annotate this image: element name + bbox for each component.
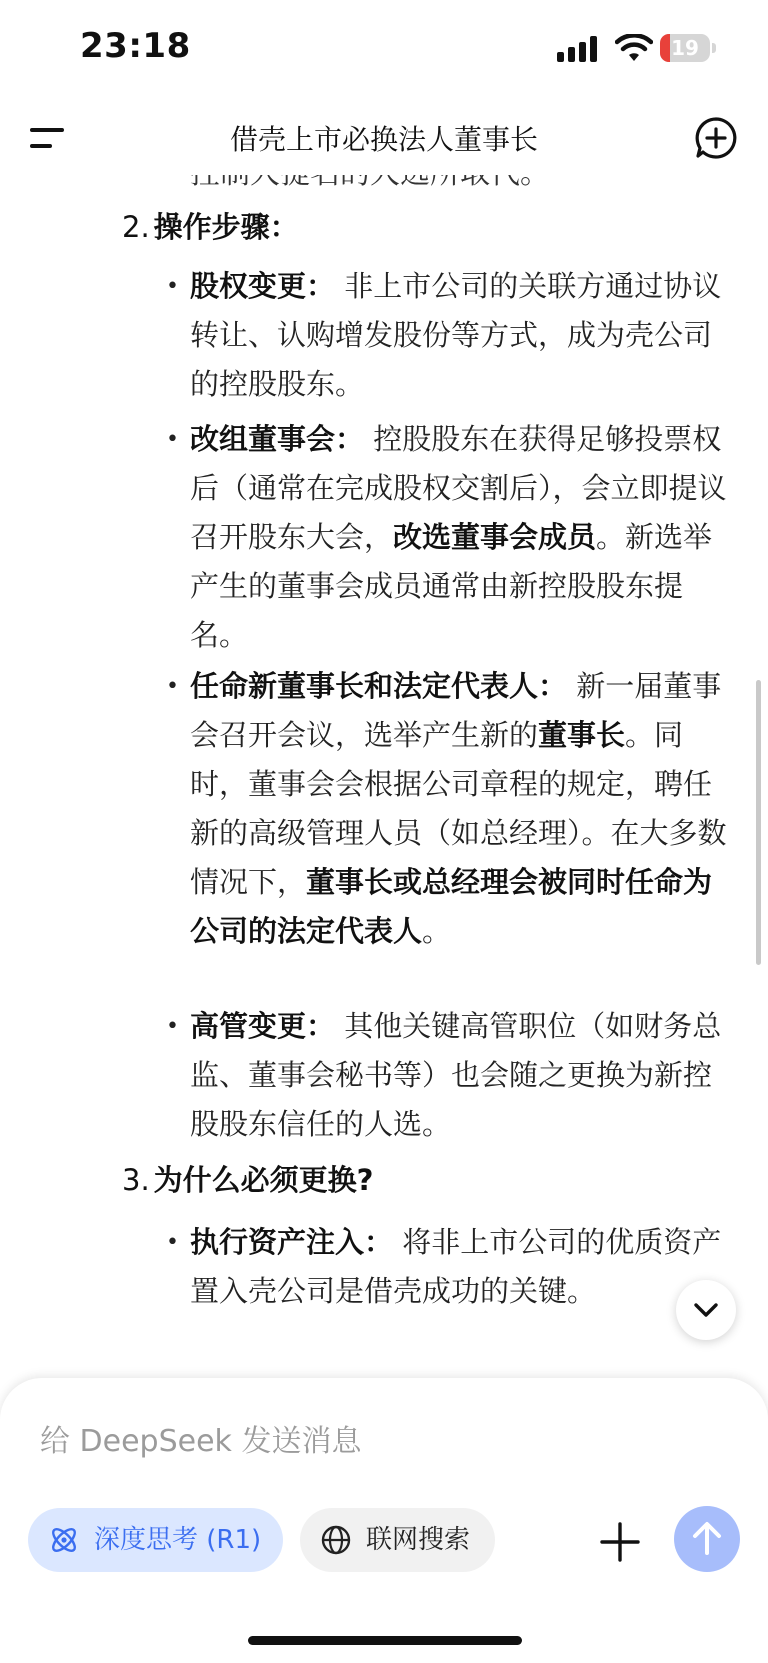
web-search-toggle[interactable] [300, 1508, 495, 1572]
home-indicator [248, 1636, 522, 1645]
send-button[interactable] [674, 1506, 740, 1572]
chevron-down-icon [676, 1280, 736, 1340]
atom-icon [48, 1524, 80, 1556]
wifi-icon [615, 34, 653, 64]
new-chat-icon[interactable] [694, 116, 738, 160]
plus-icon[interactable] [598, 1520, 642, 1564]
list-item: • 股权变更： 非上市公司的关联方通过协议转让、认购增发股份等方式，成为壳公司的控股股东。 [190, 262, 735, 409]
globe-icon [320, 1524, 352, 1556]
chat-title[interactable]: 借壳上市必换法人董事长 [229, 123, 538, 156]
menu-button[interactable] [30, 118, 70, 154]
list-item: • 任命新董事长和法定代表人： 新一届董事会召开会议，选举产生新的董事长。同时，董事会会根据公司章程的规定，聘任新的高级管理人员（如总经理）。在大多数情况下，董事长或总经理会被同时任命为公司的法定代表人。 [190, 662, 735, 956]
list-item: • 执行资产注入： 将非上市公司的优质资产置入壳公司是借壳成功的关键。 [190, 1218, 735, 1316]
list-item: • 改组董事会： 控股股东在获得足够投票权后（通常在完成股权交割后），会立即提议召开股东大会，改选董事会成员。新选举产生的董事会成员通常由新控股股东提名。 [190, 415, 735, 660]
section-heading-3: 3. 为什么必须更换? [122, 1163, 374, 1197]
battery-level: 19 [671, 36, 699, 60]
section-heading-2: 2. 操作步骤： [122, 210, 299, 244]
deep-think-toggle[interactable] [28, 1508, 283, 1572]
web-search-label: 联网搜索 [366, 1525, 471, 1555]
list-item: • 高管变更： 其他关键高管职位（如财务总监、董事会秘书等）也会随之更换为新控股股东信任的人选。 [190, 1002, 735, 1149]
menu-icon [30, 128, 64, 132]
message-composer [0, 1378, 768, 1663]
scroll-down-button[interactable] [676, 1280, 736, 1340]
scrollbar[interactable] [756, 680, 761, 965]
chat-header [0, 100, 768, 175]
message-content [0, 150, 768, 1380]
arrow-up-icon [674, 1506, 740, 1572]
battery-icon [660, 34, 718, 64]
status-bar [0, 0, 768, 100]
status-time: 23:18 [80, 26, 191, 66]
message-input[interactable]: 给 DeepSeek 发送消息 [40, 1424, 362, 1459]
cellular-signal-icon [557, 36, 601, 62]
deep-think-label: 深度思考 (R1) [94, 1525, 262, 1555]
